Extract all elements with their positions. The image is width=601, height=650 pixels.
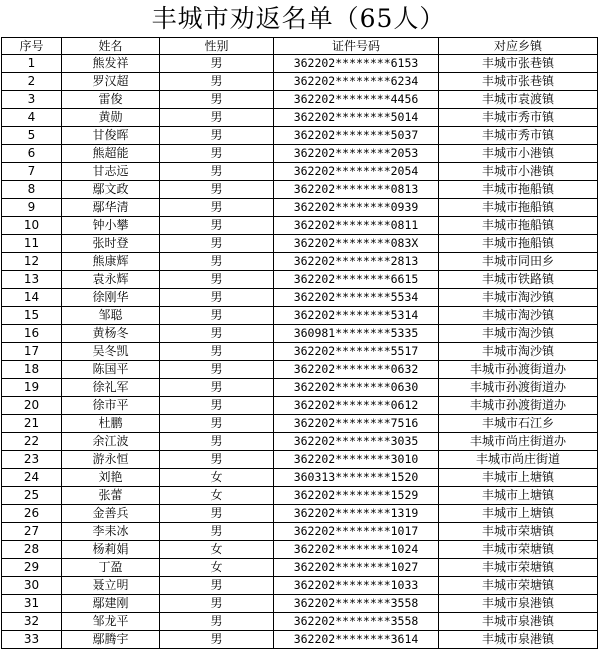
cell-index: 11	[2, 235, 62, 253]
cell-gender: 男	[160, 307, 274, 325]
column-header-township: 对应乡镇	[439, 38, 598, 55]
cell-township: 丰城市荣塘镇	[439, 541, 598, 559]
cell-index: 3	[2, 91, 62, 109]
cell-id-number: 362202********0632	[274, 361, 439, 379]
cell-index: 24	[2, 469, 62, 487]
cell-township: 丰城市上塘镇	[439, 505, 598, 523]
cell-township: 丰城市袁渡镇	[439, 91, 598, 109]
cell-township: 丰城市拖船镇	[439, 199, 598, 217]
table-row	[2, 145, 598, 163]
table-row	[2, 595, 598, 613]
table-row	[2, 343, 598, 361]
cell-id-number: 362202********5534	[274, 289, 439, 307]
cell-index: 7	[2, 163, 62, 181]
table-row	[2, 433, 598, 451]
cell-gender: 男	[160, 163, 274, 181]
cell-name: 张时登	[62, 235, 160, 253]
cell-id-number: 362202********1033	[274, 577, 439, 595]
cell-township: 丰城市荣塘镇	[439, 559, 598, 577]
cell-township: 丰城市孙渡街道办	[439, 361, 598, 379]
cell-name: 丁盈	[62, 559, 160, 577]
cell-township: 丰城市泉港镇	[439, 631, 598, 649]
cell-id-number: 362202********3614	[274, 631, 439, 649]
cell-township: 丰城市石江乡	[439, 415, 598, 433]
cell-township: 丰城市泉港镇	[439, 595, 598, 613]
cell-gender: 男	[160, 451, 274, 469]
cell-name: 鄢华清	[62, 199, 160, 217]
cell-index: 22	[2, 433, 62, 451]
cell-id-number: 362202********0612	[274, 397, 439, 415]
table-row	[2, 415, 598, 433]
table-row	[2, 235, 598, 253]
table-row	[2, 361, 598, 379]
page-title: 丰城市劝返名单（65人）	[151, 4, 446, 33]
cell-index: 15	[2, 307, 62, 325]
table-row	[2, 73, 598, 91]
cell-township: 丰城市秀市镇	[439, 127, 598, 145]
cell-name: 李耒冰	[62, 523, 160, 541]
cell-township: 丰城市小港镇	[439, 163, 598, 181]
cell-gender: 男	[160, 217, 274, 235]
cell-gender: 男	[160, 505, 274, 523]
cell-township: 丰城市荣塘镇	[439, 577, 598, 595]
cell-name: 黄勋	[62, 109, 160, 127]
cell-id-number: 362202********5014	[274, 109, 439, 127]
cell-gender: 男	[160, 379, 274, 397]
cell-gender: 男	[160, 55, 274, 73]
cell-township: 丰城市淘沙镇	[439, 325, 598, 343]
table-row	[2, 289, 598, 307]
cell-name: 鄢文政	[62, 181, 160, 199]
cell-index: 23	[2, 451, 62, 469]
column-header-gender: 性别	[160, 38, 274, 55]
cell-index: 20	[2, 397, 62, 415]
cell-township: 丰城市淘沙镇	[439, 307, 598, 325]
cell-id-number: 362202********3558	[274, 613, 439, 631]
cell-township: 丰城市铁路镇	[439, 271, 598, 289]
table-row	[2, 163, 598, 181]
cell-township: 丰城市张巷镇	[439, 73, 598, 91]
cell-gender: 男	[160, 595, 274, 613]
cell-gender: 男	[160, 181, 274, 199]
cell-id-number: 362202********7516	[274, 415, 439, 433]
cell-index: 31	[2, 595, 62, 613]
cell-id-number: 362202********3010	[274, 451, 439, 469]
table-row	[2, 523, 598, 541]
cell-name: 熊康辉	[62, 253, 160, 271]
column-header-name: 姓名	[62, 38, 160, 55]
cell-name: 黄杨冬	[62, 325, 160, 343]
cell-index: 8	[2, 181, 62, 199]
cell-name: 金善兵	[62, 505, 160, 523]
cell-township: 丰城市泉港镇	[439, 613, 598, 631]
cell-gender: 女	[160, 469, 274, 487]
cell-index: 29	[2, 559, 62, 577]
cell-township: 丰城市小港镇	[439, 145, 598, 163]
cell-name: 熊超能	[62, 145, 160, 163]
cell-name: 徐刚华	[62, 289, 160, 307]
cell-id-number: 362202********4456	[274, 91, 439, 109]
cell-index: 25	[2, 487, 62, 505]
cell-id-number: 362202********6615	[274, 271, 439, 289]
cell-township: 丰城市孙渡街道办	[439, 379, 598, 397]
cell-index: 6	[2, 145, 62, 163]
cell-township: 丰城市孙渡街道办	[439, 397, 598, 415]
cell-index: 26	[2, 505, 62, 523]
cell-id-number: 362202********5037	[274, 127, 439, 145]
cell-name: 杨莉娟	[62, 541, 160, 559]
cell-id-number: 362202********0813	[274, 181, 439, 199]
cell-index: 32	[2, 613, 62, 631]
cell-gender: 男	[160, 415, 274, 433]
cell-name: 吴冬凯	[62, 343, 160, 361]
cell-id-number: 362202********2053	[274, 145, 439, 163]
table-row	[2, 217, 598, 235]
cell-name: 张蕾	[62, 487, 160, 505]
cell-index: 4	[2, 109, 62, 127]
cell-township: 丰城市尚庄街道	[439, 451, 598, 469]
table-row	[2, 559, 598, 577]
header-row	[2, 38, 598, 55]
cell-gender: 女	[160, 487, 274, 505]
cell-id-number: 362202********3558	[274, 595, 439, 613]
table-row	[2, 109, 598, 127]
cell-gender: 男	[160, 91, 274, 109]
cell-name: 钟小攀	[62, 217, 160, 235]
table-row	[2, 181, 598, 199]
cell-index: 17	[2, 343, 62, 361]
cell-name: 刘艳	[62, 469, 160, 487]
cell-index: 1	[2, 55, 62, 73]
cell-name: 袁永辉	[62, 271, 160, 289]
cell-township: 丰城市张巷镇	[439, 55, 598, 73]
cell-township: 丰城市拖船镇	[439, 181, 598, 199]
cell-gender: 男	[160, 199, 274, 217]
cell-name: 邹聪	[62, 307, 160, 325]
cell-township: 丰城市上塘镇	[439, 487, 598, 505]
cell-id-number: 362202********1017	[274, 523, 439, 541]
cell-gender: 男	[160, 397, 274, 415]
cell-index: 14	[2, 289, 62, 307]
cell-id-number: 360313********1520	[274, 469, 439, 487]
cell-gender: 男	[160, 433, 274, 451]
cell-id-number: 362202********3035	[274, 433, 439, 451]
table-row	[2, 55, 598, 73]
table-row	[2, 541, 598, 559]
cell-id-number: 362202********1024	[274, 541, 439, 559]
cell-id-number: 362202********2813	[274, 253, 439, 271]
cell-name: 甘俊晖	[62, 127, 160, 145]
table-row	[2, 307, 598, 325]
cell-index: 12	[2, 253, 62, 271]
cell-township: 丰城市淘沙镇	[439, 343, 598, 361]
cell-index: 5	[2, 127, 62, 145]
cell-gender: 男	[160, 109, 274, 127]
cell-id-number: 362202********1319	[274, 505, 439, 523]
cell-gender: 女	[160, 541, 274, 559]
table-row	[2, 613, 598, 631]
cell-index: 27	[2, 523, 62, 541]
cell-name: 罗汉超	[62, 73, 160, 91]
cell-name: 徐礼军	[62, 379, 160, 397]
cell-name: 雷俊	[62, 91, 160, 109]
table-row	[2, 451, 598, 469]
cell-township: 丰城市荣塘镇	[439, 523, 598, 541]
cell-name: 聂立明	[62, 577, 160, 595]
table-row	[2, 397, 598, 415]
cell-name: 邹龙平	[62, 613, 160, 631]
cell-gender: 男	[160, 325, 274, 343]
cell-gender: 男	[160, 73, 274, 91]
cell-township: 丰城市同田乡	[439, 253, 598, 271]
cell-name: 徐市平	[62, 397, 160, 415]
cell-name: 甘志远	[62, 163, 160, 181]
cell-id-number: 362202********1529	[274, 487, 439, 505]
cell-gender: 女	[160, 559, 274, 577]
table-row	[2, 325, 598, 343]
cell-name: 鄢腾宇	[62, 631, 160, 649]
cell-index: 33	[2, 631, 62, 649]
table-row	[2, 577, 598, 595]
cell-gender: 男	[160, 289, 274, 307]
cell-id-number: 362202********5314	[274, 307, 439, 325]
cell-id-number: 362202********2054	[274, 163, 439, 181]
cell-township: 丰城市拖船镇	[439, 235, 598, 253]
table-row	[2, 199, 598, 217]
cell-name: 游永恒	[62, 451, 160, 469]
cell-gender: 男	[160, 145, 274, 163]
column-header-index: 序号	[2, 38, 62, 55]
cell-id-number: 362202********0630	[274, 379, 439, 397]
cell-gender: 男	[160, 253, 274, 271]
cell-index: 9	[2, 199, 62, 217]
cell-id-number: 362202********6153	[274, 55, 439, 73]
cell-gender: 男	[160, 343, 274, 361]
cell-township: 丰城市尚庄街道办	[439, 433, 598, 451]
cell-gender: 男	[160, 127, 274, 145]
cell-name: 陈国平	[62, 361, 160, 379]
cell-gender: 男	[160, 235, 274, 253]
cell-index: 2	[2, 73, 62, 91]
cell-index: 18	[2, 361, 62, 379]
cell-id-number: 360981********5335	[274, 325, 439, 343]
cell-gender: 男	[160, 361, 274, 379]
table-row	[2, 379, 598, 397]
cell-index: 10	[2, 217, 62, 235]
table-row	[2, 127, 598, 145]
cell-gender: 男	[160, 523, 274, 541]
cell-name: 杜鹏	[62, 415, 160, 433]
table-row	[2, 631, 598, 649]
table-row	[2, 91, 598, 109]
cell-index: 13	[2, 271, 62, 289]
cell-name: 余江波	[62, 433, 160, 451]
cell-gender: 男	[160, 577, 274, 595]
cell-gender: 男	[160, 271, 274, 289]
cell-name: 熊发祥	[62, 55, 160, 73]
cell-id-number: 362202********5517	[274, 343, 439, 361]
cell-index: 28	[2, 541, 62, 559]
table-row	[2, 253, 598, 271]
table-row	[2, 469, 598, 487]
table-row	[2, 505, 598, 523]
column-header-id-number: 证件号码	[274, 38, 439, 55]
cell-township: 丰城市拖船镇	[439, 217, 598, 235]
cell-id-number: 362202********6234	[274, 73, 439, 91]
cell-township: 丰城市秀市镇	[439, 109, 598, 127]
cell-township: 丰城市上塘镇	[439, 469, 598, 487]
cell-id-number: 362202********0811	[274, 217, 439, 235]
cell-id-number: 362202********1027	[274, 559, 439, 577]
cell-gender: 男	[160, 631, 274, 649]
cell-id-number: 362202********083X	[274, 235, 439, 253]
cell-index: 16	[2, 325, 62, 343]
roster-table	[1, 37, 598, 649]
cell-gender: 男	[160, 613, 274, 631]
table-row	[2, 271, 598, 289]
cell-index: 19	[2, 379, 62, 397]
cell-name: 鄢建刚	[62, 595, 160, 613]
cell-index: 21	[2, 415, 62, 433]
cell-township: 丰城市淘沙镇	[439, 289, 598, 307]
cell-index: 30	[2, 577, 62, 595]
table-row	[2, 487, 598, 505]
cell-id-number: 362202********0939	[274, 199, 439, 217]
